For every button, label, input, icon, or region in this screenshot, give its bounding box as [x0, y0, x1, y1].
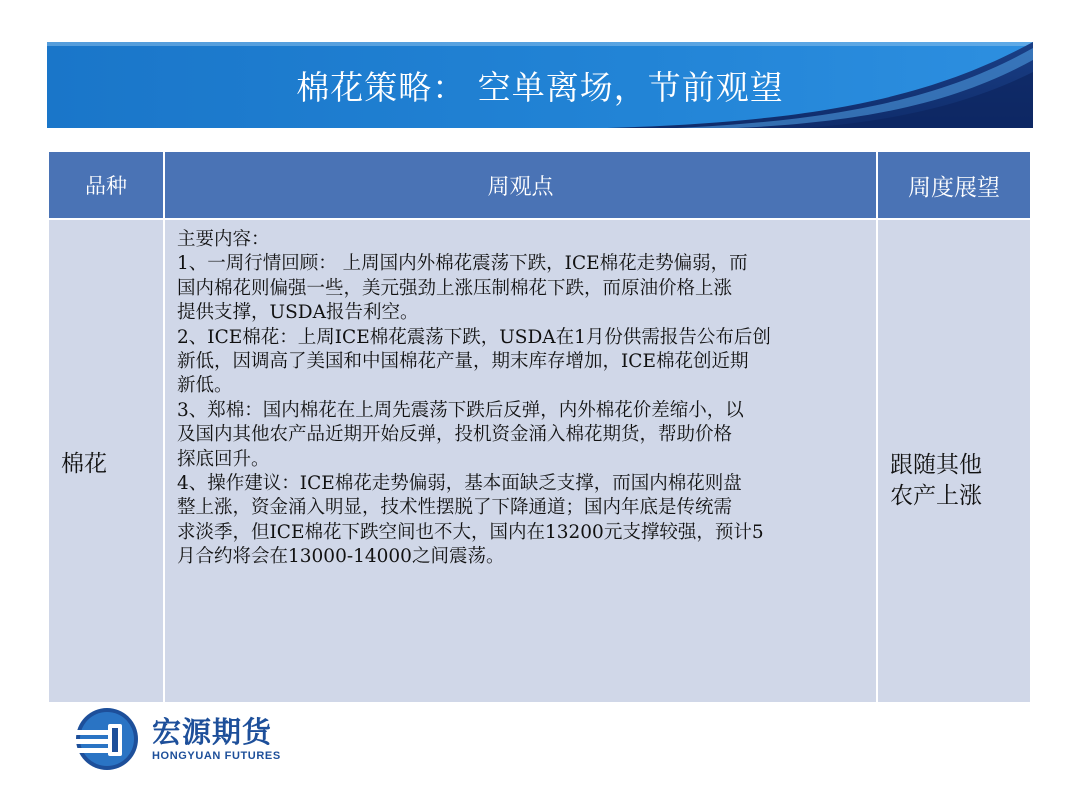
outlook-line: 农产上涨 [890, 483, 982, 509]
weekly-outlook-cell [877, 219, 1031, 703]
title-banner [47, 42, 1033, 128]
logo-name-cn: 宏源期货 [152, 715, 273, 749]
table-header-row [48, 151, 1031, 219]
header-variety: 品种 [48, 151, 164, 219]
view-line: 探底回升。 [177, 448, 270, 470]
strategy-table [47, 150, 1032, 704]
view-line: 2、ICE棉花：上周ICE棉花震荡下跌，USDA在1月份供需报告公布后创 [177, 326, 771, 348]
view-line: 新低，因调高了美国和中国棉花产量，期末库存增加，ICE棉花创近期 [177, 351, 749, 373]
view-line: 及国内其他农产品近期开始反弹，投机资金涌入棉花期货，帮助价格 [177, 424, 733, 446]
view-line: 国内棉花则偏强一些，美元强劲上涨压制棉花下跌，而原油价格上涨 [177, 277, 733, 299]
table-row [48, 219, 1031, 703]
header-weekly-view: 周观点 [164, 151, 877, 219]
view-line: 主要内容： [177, 229, 270, 250]
header-weekly-outlook: 周度展望 [877, 151, 1031, 219]
logo-emblem-icon [74, 706, 140, 772]
view-line: 提供支撑，USDA报告利空。 [177, 302, 419, 324]
logo-name-en: HONGYUAN FUTURES [152, 750, 281, 762]
view-line: 月合约将会在13000-14000之间震荡。 [177, 546, 505, 568]
weekly-view-cell [164, 219, 877, 703]
view-line: 新低。 [177, 375, 233, 397]
view-line: 1、一周行情回顾： 上周国内外棉花震荡下跌，ICE棉花走势偏弱，而 [177, 253, 748, 275]
view-line: 3、郑棉：国内棉花在上周先震荡下跌后反弹，内外棉花价差缩小，以 [177, 399, 744, 421]
view-line: 整上涨，资金涌入明显，技术性摆脱了下降通道；国内年底是传统需 [177, 497, 733, 519]
page-title: 棉花策略： 空单离场，节前观望 [296, 67, 784, 107]
outlook-line: 跟随其他 [890, 452, 982, 478]
company-logo [74, 706, 314, 772]
view-line: 求淡季，但ICE棉花下跌空间也不大，国内在13200元支撑较强，预计5 [177, 521, 764, 543]
view-line: 4、操作建议：ICE棉花走势偏弱，基本面缺乏支撑，而国内棉花则盘 [177, 473, 742, 495]
variety-cell: 棉花 [48, 219, 164, 703]
